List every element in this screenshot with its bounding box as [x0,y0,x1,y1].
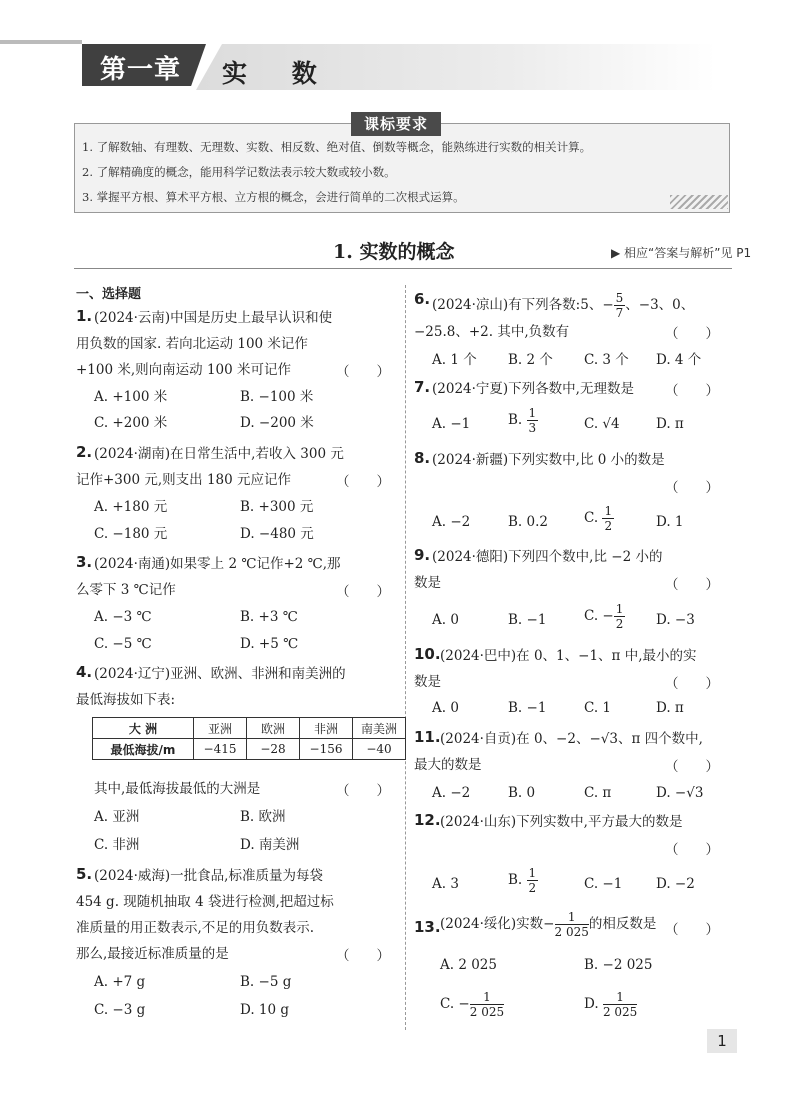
question-text: 最低海拔如下表: [76,692,176,708]
option-d[interactable]: D. 1 [656,514,684,530]
column-divider [405,285,406,1030]
option-a[interactable]: A. 亚洲 [94,809,140,825]
table-cell: 欧洲 [247,718,300,739]
option-label: C. − [440,996,470,1012]
answer-blank[interactable]: （ ） [336,474,390,490]
fraction [527,406,539,435]
option-b[interactable]: B. −1 [508,612,547,628]
option-d[interactable]: D. −480 元 [240,526,314,542]
question-text: (2024·山东)下列实数中,平方最大的数是 [440,814,683,830]
numerator: 1 [615,602,624,616]
numerator: 1 [470,990,504,1005]
question-text: +100 米,则向南运动 100 米可记作 [76,362,292,378]
table-cell: −156 [300,739,353,760]
question-number: 13. [414,918,441,936]
question-text: 最大的数是 [414,757,482,773]
option-label: C. [584,510,599,526]
fraction [470,990,504,1019]
question-text: 么零下 3 ℃记作 [76,582,176,598]
option-d[interactable]: D. −2 [656,876,695,892]
option-c[interactable]: C. π [584,785,612,801]
question-number: 11. [414,728,441,746]
text-span: 的相反数是 [588,916,657,932]
section-title: 1. 实数的概念 [333,241,455,263]
denominator: 2 025 [469,1005,505,1019]
question-text: (2024·云南)中国是历史上最早认识和使 [94,310,333,326]
standard-item: 3. 掌握平方根、算术平方根、立方根的概念，会进行简单的二次根式运算。 [82,190,465,204]
question-text: 其中,最低海拔最低的大洲是 [94,781,261,797]
denominator: 2 025 [554,925,589,939]
altitude-table [92,717,406,760]
option-b[interactable]: B. −1 [508,700,547,716]
text-span: (2024·凉山)有下列各数:5、− [432,297,614,313]
option-d[interactable]: D. π [656,700,684,716]
question-number: 7. [414,378,431,396]
option-b[interactable]: B. +3 ℃ [240,609,298,625]
standards-tab: 课标要求 [351,112,441,136]
option-c[interactable]: C. 3 个 [584,352,629,368]
denominator: 2 [615,617,624,631]
option-b[interactable]: B. +300 元 [240,499,314,515]
option-b[interactable]: B. −5 g [240,974,292,990]
question-text: 数是 [414,575,441,591]
numerator: 1 [528,406,537,420]
option-d[interactable]: D. 10 g [240,1002,290,1018]
option-d[interactable]: D. −3 [656,612,695,628]
option-a[interactable]: A. −2 [432,514,471,530]
option-d[interactable]: D. +5 ℃ [240,636,299,652]
numerator: 1 [555,910,589,925]
answer-blank[interactable]: （ ） [665,480,719,496]
page-number: 1 [707,1029,737,1053]
option-a[interactable]: A. 0 [432,612,459,628]
option-c[interactable]: C. −3 g [94,1002,146,1018]
question-text: 记作+300 元,则支出 180 元应记作 [76,472,292,488]
question-text: −25.8、+2. 其中,负数有 [414,324,570,340]
question-text: (2024·威海)一批食品,标准质量为每袋 [94,868,323,884]
option-c[interactable]: C. −5 ℃ [94,636,152,652]
option-a[interactable]: A. 3 [432,876,459,892]
option-b[interactable]: B. −100 米 [240,389,314,405]
question-text: (2024·巴中)在 0、1、−1、π 中,最小的实 [440,648,697,664]
denominator: 3 [528,421,537,435]
fraction [555,910,589,939]
table-cell: 亚洲 [194,718,247,739]
option-label: B. [508,412,523,428]
option-b[interactable]: B. 欧洲 [240,809,286,825]
option-c[interactable] [584,504,614,533]
option-b[interactable]: B. 0.2 [508,514,548,530]
table-cell: 非洲 [300,718,353,739]
answer-blank[interactable]: （ ） [665,842,719,858]
option-b[interactable]: B. 0 [508,785,536,801]
chapter-title: 实 数 [222,59,335,88]
question-text: (2024·南通)如果零上 2 ℃记作+2 ℃,那 [94,556,341,572]
option-c[interactable]: C. −180 元 [94,526,168,542]
numerator: 1 [603,990,637,1005]
fraction [602,504,614,533]
question-number: 4. [76,663,93,681]
question-text: 数是 [414,674,441,690]
question-text [432,291,694,320]
option-d[interactable] [584,990,637,1019]
answer-blank[interactable]: （ ） [336,948,390,964]
question-text: (2024·宁夏)下列各数中,无理数是 [432,381,634,397]
question-number: 9. [414,546,431,564]
option-b[interactable] [508,866,538,895]
answer-blank[interactable]: （ ） [665,759,719,775]
part-heading: 一、选择题 [76,287,142,302]
option-a[interactable]: A. 1 个 [432,352,477,368]
question-text [440,910,656,939]
header-accent-bar [0,40,82,44]
answer-blank[interactable]: （ ） [665,676,719,692]
question-number: 12. [414,811,441,829]
option-c[interactable]: C. −1 [584,876,623,892]
chapter-label: 第一章 [100,55,182,85]
fraction [614,291,626,320]
numerator: 5 [615,291,624,305]
standard-item: 2. 了解精确度的概念，能用科学记数法表示较大数或较小数。 [82,165,396,179]
question-text: (2024·辽宁)亚洲、欧洲、非洲和南美洲的 [94,666,346,682]
option-d[interactable]: D. −200 米 [240,415,314,431]
answer-reference-link[interactable]: ▶ 相应“答案与解析”见 P1 [611,246,752,260]
numerator: 1 [528,866,537,880]
question-text: (2024·自贡)在 0、−2、−√3、π 四个数中, [440,731,703,747]
denominator: 2 [528,881,537,895]
answer-blank[interactable]: （ ） [665,326,719,342]
fraction [527,866,539,895]
section-divider [74,268,732,269]
question-text: 454 g. 现随机抽取 4 袋进行检测,把超过标 [76,894,334,910]
table-header: 大 洲 [93,718,194,739]
hatch-decoration [670,195,728,209]
option-c[interactable]: C. √4 [584,416,620,432]
table-header: 最低海拔/m [93,739,194,760]
text-span: (2024·绥化)实数− [440,916,555,932]
question-text: (2024·新疆)下列实数中,比 0 小的数是 [432,452,665,468]
question-text: (2024·德阳)下列四个数中,比 −2 小的 [432,549,663,565]
question-number: 10. [414,645,441,663]
option-label: D. [584,996,599,1012]
option-a[interactable]: A. +100 米 [94,389,168,405]
option-label: C. − [584,608,614,624]
option-c[interactable]: C. 1 [584,700,612,716]
table-cell: −28 [247,739,300,760]
answer-blank[interactable]: （ ） [336,364,390,380]
table-cell: −40 [353,739,406,760]
option-b[interactable]: B. 2 个 [508,352,553,368]
question-number: 5. [76,865,93,883]
option-a[interactable]: A. 2 025 [440,957,497,973]
option-a[interactable]: A. −2 [432,785,471,801]
answer-blank[interactable]: （ ） [665,922,719,938]
text-span: 、−3、0、 [625,297,695,313]
option-c[interactable] [440,990,504,1019]
answer-blank[interactable]: （ ） [665,577,719,593]
question-number: 2. [76,443,93,461]
question-text: 那么,最接近标准质量的是 [76,946,229,962]
denominator: 7 [615,306,624,320]
option-c[interactable]: C. +200 米 [94,415,168,431]
question-number: 8. [414,449,431,467]
answer-blank[interactable]: （ ） [336,584,390,600]
option-d[interactable]: D. 4 个 [656,352,702,368]
fraction [614,602,626,631]
question-number: 6. [414,290,431,308]
answer-blank[interactable]: （ ） [336,783,390,799]
option-a[interactable]: A. −3 ℃ [94,609,152,625]
option-a[interactable]: A. +7 g [94,974,146,990]
question-text: 准质量的用正数表示,不足的用负数表示. [76,920,315,936]
numerator: 1 [604,504,613,518]
option-b[interactable]: B. −2 025 [584,957,653,973]
fraction [603,990,637,1019]
option-d[interactable]: D. −√3 [656,785,704,801]
question-number: 1. [76,307,93,325]
option-a[interactable]: A. +180 元 [94,499,168,515]
denominator: 2 [604,519,613,533]
option-d[interactable]: D. π [656,416,684,432]
table-cell: 南美洲 [353,718,406,739]
option-b[interactable] [508,406,538,435]
standard-item: 1. 了解数轴、有理数、无理数、实数、相反数、绝对值、倒数等概念，能熟练进行实数的相关计算。 [82,140,592,154]
question-text: 用负数的国家. 若向北运动 100 米记作 [76,336,308,352]
option-d[interactable]: D. 南美洲 [240,837,300,853]
question-number: 3. [76,553,93,571]
table-cell: −415 [194,739,247,760]
option-a[interactable]: A. −1 [432,416,471,432]
question-text: (2024·湖南)在日常生活中,若收入 300 元 [94,446,344,462]
denominator: 2 025 [602,1005,638,1019]
option-c[interactable] [584,602,625,631]
option-label: B. [508,872,523,888]
answer-blank[interactable]: （ ） [665,383,719,399]
option-a[interactable]: A. 0 [432,700,459,716]
option-c[interactable]: C. 非洲 [94,837,140,853]
